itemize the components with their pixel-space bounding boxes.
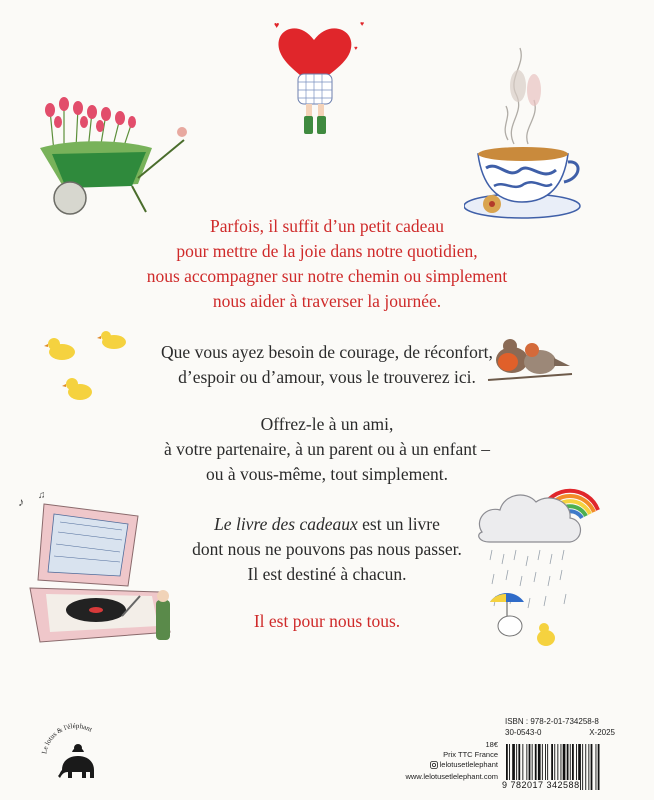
book-line: dont nous ne pouvons pas nous passer. (192, 539, 462, 559)
closing-line: Il est pour nous tous. (253, 611, 401, 631)
barcode-number: 9 782017 342588 (502, 780, 580, 790)
closing-paragraph (0, 609, 654, 634)
intro-line: pour mettre de la joie dans notre quotidien, (176, 241, 478, 261)
intro-paragraph (0, 214, 654, 314)
svg-text:Le lotus & l'éléphant: Le lotus & l'éléphant (40, 721, 94, 755)
wheelbarrow-flowers-illustration (34, 92, 194, 220)
girl-with-heart-illustration (268, 16, 378, 138)
svg-text:♥: ♥ (360, 20, 365, 28)
svg-text:♥: ♥ (354, 46, 358, 52)
instagram-handle: lelotusetlelephant (439, 760, 498, 769)
book-line-rest: est un livre (357, 514, 440, 534)
book-paragraph (0, 512, 654, 587)
offer-paragraph (0, 412, 654, 487)
svg-text:♥: ♥ (274, 20, 280, 30)
svg-text:♫: ♫ (38, 492, 46, 501)
intro-line: nous accompagner sur notre chemin ou simplement (146, 266, 508, 286)
intro-line: nous aider à traverser la journée. (212, 291, 442, 311)
book-line: Il est destiné à chacun. (247, 564, 407, 584)
svg-text:♪: ♪ (18, 495, 24, 509)
offer-line: ou à vous-même, tout simplement. (205, 464, 449, 484)
edition-code: X-2025 (589, 728, 615, 737)
teacup-illustration (464, 34, 586, 222)
price-block (392, 740, 498, 782)
courage-line: Que vous ayez besoin de courage, de réconfort, (161, 342, 493, 362)
offer-line: Offrez-le à un ami, (260, 414, 394, 434)
product-code: 30-0543-0 (505, 728, 542, 737)
offer-line: à votre partenaire, à un parent ou à un enfant – (163, 439, 491, 459)
isbn-block (505, 716, 615, 738)
website: www.lelotusetlelephant.com (405, 772, 498, 781)
book-line (0, 512, 654, 537)
isbn-text: ISBN : 978-2-01-734258-8 (505, 717, 599, 726)
book-title: Le livre des cadeaux (214, 514, 358, 534)
courage-line: d’espoir ou d’amour, vous le trouverez ici. (178, 367, 476, 387)
price: 18€ (485, 740, 498, 749)
instagram-icon (430, 761, 438, 769)
intro-line: Parfois, il suffit d’un petit cadeau (210, 216, 444, 236)
publisher-logo (32, 712, 120, 800)
courage-paragraph (0, 340, 654, 390)
price-note: Prix TTC France (443, 750, 498, 759)
